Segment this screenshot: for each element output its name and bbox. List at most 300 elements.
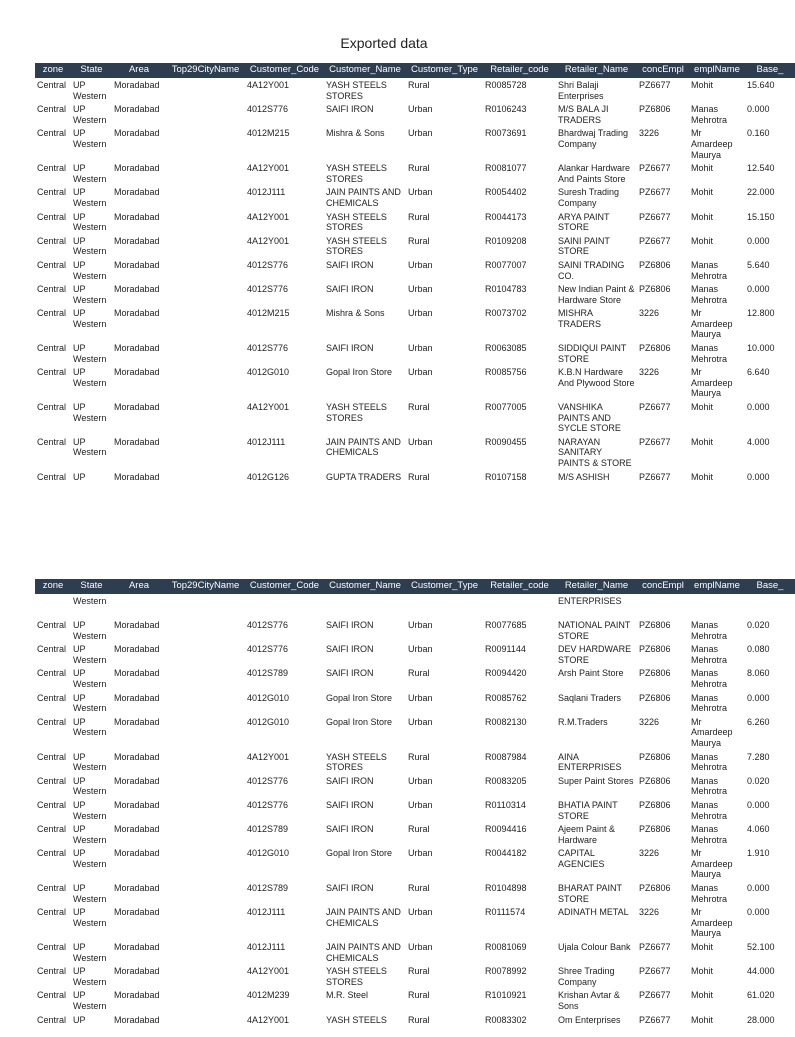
table-cell: UP Western — [73, 235, 107, 257]
table-cell — [166, 988, 245, 1012]
table-cell: Central — [37, 259, 67, 270]
table-cell: Urban — [408, 799, 433, 810]
table-row — [35, 940, 795, 964]
table-cell — [406, 594, 483, 618]
table-cell: Mr Amardeep Maurya — [691, 128, 733, 160]
table-cell — [166, 715, 245, 750]
table-cell: Mr Amardeep Maurya — [691, 848, 733, 880]
column-header: State — [71, 63, 112, 78]
table-cell: Central — [37, 692, 67, 703]
table-cell: SIDDIQUI PAINT STORE — [558, 343, 627, 364]
table-cell: UP Western — [73, 692, 107, 714]
table-cell — [166, 822, 245, 846]
table-cell: Urban — [408, 187, 433, 198]
table-cell: UP — [73, 1014, 86, 1025]
table-cell: Central — [37, 668, 67, 679]
table-body — [35, 594, 795, 1037]
table-cell: Gopal Iron Store — [326, 716, 393, 727]
table-cell: Moradabad — [114, 848, 160, 859]
table-cell: Moradabad — [114, 716, 160, 727]
table-cell: UP Western — [73, 775, 107, 797]
table-cell: 4A12Y001 — [247, 751, 290, 762]
table-cell: Central — [37, 80, 67, 90]
table-cell: SAIFI IRON — [326, 343, 374, 354]
column-header: Top29CityName — [166, 579, 245, 594]
table-cell: 4.060 — [747, 824, 770, 835]
column-header: emplName — [689, 579, 745, 594]
table-cell: R0077685 — [485, 620, 527, 630]
table-cell: R0085762 — [485, 692, 527, 703]
table-cell: UP Western — [73, 620, 107, 641]
table-cell: M.R. Steel — [326, 990, 369, 1001]
table-cell: M/S ASHISH — [558, 471, 610, 482]
table-cell: R0081069 — [485, 942, 527, 953]
table-cell: Moradabad — [114, 644, 160, 655]
table-cell: Western — [73, 596, 107, 606]
table-cell — [166, 234, 245, 258]
table-cell: Rural — [408, 163, 430, 174]
table-cell: UP Western — [73, 907, 107, 928]
table-cell: Urban — [408, 436, 433, 447]
table-cell: Moradabad — [114, 751, 160, 762]
table-cell: Moradabad — [114, 284, 160, 295]
table-cell: Rural — [408, 824, 430, 835]
column-header: State — [71, 579, 112, 594]
table-cell: 4012J111 — [247, 436, 286, 447]
table-cell: R0107158 — [485, 471, 527, 482]
table-cell: Urban — [408, 716, 433, 727]
table-cell: Moradabad — [114, 367, 160, 378]
table-cell: YASH STEELS STORES — [326, 402, 387, 423]
table-cell: 4012S776 — [247, 644, 289, 655]
table-cell — [166, 400, 245, 435]
table-cell: Moradabad — [114, 128, 160, 139]
table-cell: Manas Mehrotra — [691, 692, 728, 714]
table-cell: Manas Mehrotra — [691, 343, 728, 364]
table-cell: R0081077 — [485, 163, 527, 174]
table-cell: JAIN PAINTS AND CHEMICALS — [326, 907, 401, 928]
table-row — [35, 185, 795, 209]
table-cell: R0094420 — [485, 668, 527, 679]
column-header: Top29CityName — [166, 63, 245, 78]
column-header: Retailer_code — [483, 63, 556, 78]
table-cell: Moradabad — [114, 308, 160, 319]
table-cell: 3226 — [639, 848, 660, 859]
table-cell: Urban — [408, 692, 433, 703]
table-row — [35, 306, 795, 341]
table-cell: PZ6806 — [639, 751, 671, 762]
column-header: concEmpl — [637, 579, 689, 594]
table-cell: SAINI PAINT STORE — [558, 235, 610, 257]
table-cell — [324, 594, 406, 618]
table-cell: Central — [37, 284, 67, 295]
table-cell: Moradabad — [114, 883, 160, 894]
table-cell: PZ6806 — [639, 668, 671, 679]
table-cell: Saqlani Traders — [558, 692, 622, 703]
table-cell — [166, 774, 245, 798]
table-cell: Central — [37, 751, 67, 762]
column-header: Customer_Code — [245, 579, 324, 594]
table-cell: Mohit — [691, 966, 714, 977]
table-cell: R0077007 — [485, 259, 527, 270]
table-header-row — [35, 579, 795, 594]
table-cell: 7.280 — [747, 751, 770, 762]
table-cell: 0.000 — [747, 235, 770, 246]
table-cell: Mohit — [691, 436, 714, 447]
table-cell: PZ6677 — [639, 163, 671, 174]
table-cell: Mohit — [691, 402, 714, 413]
table-row — [35, 1013, 795, 1037]
table-cell: 3226 — [639, 716, 660, 727]
table-cell: Rural — [408, 883, 430, 894]
table-cell: 4012S776 — [247, 775, 289, 786]
table-cell: 4012S776 — [247, 343, 289, 354]
table-cell: 4A12Y001 — [247, 966, 290, 977]
table-cell: 0.000 — [747, 883, 770, 894]
table-cell: 4A12Y001 — [247, 80, 290, 90]
table-cell: Rural — [408, 990, 430, 1001]
table-cell — [112, 594, 166, 618]
table-cell: 0.000 — [747, 692, 770, 703]
table-cell: Suresh Trading Company — [558, 187, 620, 208]
table-cell — [166, 964, 245, 988]
table-cell: UP Western — [73, 367, 107, 388]
table-cell: GUPTA TRADERS — [326, 471, 402, 482]
table-cell: Gopal Iron Store — [326, 692, 393, 703]
table-cell: YASH STEELS STORES — [326, 211, 387, 233]
table-row — [35, 126, 795, 161]
table-row — [35, 341, 795, 365]
table-cell: YASH STEELS STORES — [326, 751, 387, 773]
table-cell: 3226 — [639, 308, 660, 319]
table-cell: 4012S776 — [247, 259, 289, 270]
table-cell: Central — [37, 211, 67, 222]
table-row — [35, 642, 795, 666]
table-cell: 28.000 — [747, 1014, 775, 1025]
table-cell: UP Western — [73, 284, 107, 305]
table-cell: 10.000 — [747, 343, 775, 354]
table-cell: R0044173 — [485, 211, 527, 222]
table-cell: UP Western — [73, 799, 107, 821]
table-cell — [166, 185, 245, 209]
table-cell: UP Western — [73, 644, 107, 665]
table-cell: R0083205 — [485, 775, 527, 786]
table-cell: UP Western — [73, 163, 107, 184]
table-cell: PZ6677 — [639, 402, 671, 413]
table-cell: SAIFI IRON — [326, 668, 374, 679]
table-row — [35, 78, 795, 102]
table-cell: Rural — [408, 471, 430, 482]
table-cell: Urban — [408, 942, 433, 953]
table-cell: UP Western — [73, 211, 107, 233]
table-cell: Ujala Colour Bank — [558, 942, 631, 953]
table-cell: Ajeem Paint & Hardware — [558, 824, 616, 845]
table-cell: Shri Balaji Enterprises — [558, 80, 604, 101]
table-cell: PZ6806 — [639, 824, 671, 835]
table-cell — [166, 470, 245, 494]
table-cell: 4012G010 — [247, 692, 290, 703]
table-cell: Mr Amardeep Maurya — [691, 308, 733, 340]
table-cell: VANSHIKA PAINTS AND SYCLE STORE — [558, 402, 621, 434]
table-cell — [166, 666, 245, 690]
table-cell: New Indian Paint & Hardware Store — [558, 284, 635, 305]
table-cell: Moradabad — [114, 163, 160, 174]
column-header: concEmpl — [637, 63, 689, 78]
table-cell: Central — [37, 883, 67, 894]
table-cell — [166, 881, 245, 905]
table-cell: SAIFI IRON — [326, 259, 374, 270]
table-cell: Central — [37, 716, 67, 727]
table-cell: Rural — [408, 80, 430, 90]
table-cell: 0.000 — [747, 104, 770, 115]
table-cell: Urban — [408, 308, 433, 319]
table-row — [35, 258, 795, 282]
table-cell: Mohit — [691, 1014, 714, 1025]
table-cell: UP Western — [73, 751, 107, 773]
table-cell: Central — [37, 775, 67, 786]
table-cell: Moradabad — [114, 990, 160, 1001]
table-cell: Mishra & Sons — [326, 308, 385, 319]
table-cell: 4012G010 — [247, 367, 290, 378]
table-cell — [245, 594, 324, 618]
data-table-page-2 — [35, 579, 795, 1037]
table-cell: 4012M215 — [247, 128, 290, 139]
table-cell: Manas Mehrotra — [691, 668, 728, 689]
table-cell: UP Western — [73, 848, 107, 869]
table-cell: R0077005 — [485, 402, 527, 413]
table-cell: DEV HARDWARE STORE — [558, 644, 632, 665]
table-cell: YASH STEELS STORES — [326, 80, 387, 101]
table-cell — [166, 282, 245, 306]
table-cell: 0.000 — [747, 284, 770, 295]
column-header: Customer_Type — [406, 579, 483, 594]
table-cell: 3226 — [639, 907, 660, 918]
column-header: Customer_Type — [406, 63, 483, 78]
table-cell: Krishan Avtar & Sons — [558, 990, 620, 1011]
table-cell: PZ6677 — [639, 966, 671, 977]
table-cell: 0.000 — [747, 402, 770, 413]
table-cell: SAIFI IRON — [326, 775, 374, 786]
table-cell: UP Western — [73, 104, 107, 125]
table-cell: Manas Mehrotra — [691, 824, 728, 845]
table-cell: 0.020 — [747, 775, 770, 786]
table-cell: Central — [37, 308, 67, 319]
table-cell: Urban — [408, 284, 433, 295]
table-cell: 4012J111 — [247, 187, 286, 198]
table-cell: UP Western — [73, 990, 107, 1011]
table-cell: 5.640 — [747, 259, 770, 270]
table-cell: Moradabad — [114, 104, 160, 115]
table-cell: UP Western — [73, 128, 107, 149]
table-cell — [166, 102, 245, 126]
table-cell: 4012J111 — [247, 942, 286, 953]
table-cell: Moradabad — [114, 942, 160, 953]
table-cell: R0073702 — [485, 308, 527, 319]
table-row — [35, 691, 795, 715]
table-cell — [166, 618, 245, 642]
table-cell: 4012S776 — [247, 620, 289, 630]
table-cell: Urban — [408, 644, 433, 655]
table-cell: Moradabad — [114, 620, 160, 630]
table-cell: Mohit — [691, 471, 714, 482]
table-cell — [166, 940, 245, 964]
table-cell: Rural — [408, 211, 430, 222]
table-cell: Mr Amardeep Maurya — [691, 716, 733, 748]
table-cell: R0094416 — [485, 824, 527, 835]
table-cell: UP Western — [73, 343, 107, 364]
table-cell: 4012G126 — [247, 471, 290, 482]
table-cell: Moradabad — [114, 907, 160, 918]
table-cell: R0104783 — [485, 284, 527, 295]
column-header: Customer_Name — [324, 579, 406, 594]
table-cell: 4012G010 — [247, 716, 290, 727]
table-cell: 44.000 — [747, 966, 775, 977]
table-cell: SAIFI IRON — [326, 104, 374, 115]
table-cell: Urban — [408, 848, 433, 859]
table-cell: Central — [37, 1014, 67, 1025]
table-cell: Moradabad — [114, 187, 160, 198]
table-cell: Mishra & Sons — [326, 128, 385, 139]
table-cell: Central — [37, 620, 67, 630]
table-cell: JAIN PAINTS AND CHEMICALS — [326, 187, 401, 208]
table-cell: 4A12Y001 — [247, 163, 290, 174]
table-cell: R0085756 — [485, 367, 527, 378]
table-cell: CAPITAL AGENCIES — [558, 848, 605, 869]
table-cell: Central — [37, 235, 67, 246]
column-header: Base_ — [745, 579, 795, 594]
table-cell: 6.260 — [747, 716, 770, 727]
table-cell: Moradabad — [114, 775, 160, 786]
table-cell: SAIFI IRON — [326, 799, 374, 810]
table-cell: NARAYAN SANITARY PAINTS & STORE — [558, 436, 632, 468]
table-cell: Urban — [408, 907, 433, 918]
table-cell: R0078992 — [485, 966, 527, 977]
table-cell: 4012S789 — [247, 883, 289, 894]
column-header: Area — [112, 63, 166, 78]
table-row — [35, 822, 795, 846]
table-cell: Moradabad — [114, 471, 160, 482]
table-row — [35, 282, 795, 306]
table-cell: 61.020 — [747, 990, 775, 1001]
table-cell: Central — [37, 187, 67, 198]
table-cell: Central — [37, 990, 67, 1001]
table-cell: 4012M215 — [247, 308, 290, 319]
table-cell: 1.910 — [747, 848, 770, 859]
table-cell: Bhardwaj Trading Company — [558, 128, 629, 149]
table-cell: YASH STEELS STORES — [326, 966, 387, 987]
table-cell: Rural — [408, 402, 430, 413]
table-row — [35, 881, 795, 905]
table-cell: SAIFI IRON — [326, 620, 374, 630]
table-cell: R0063085 — [485, 343, 527, 354]
column-header: zone — [35, 63, 71, 78]
table-cell: R0073691 — [485, 128, 527, 139]
table-cell: Central — [37, 942, 67, 953]
table-cell: PZ6806 — [639, 692, 671, 703]
table-cell: R.M.Traders — [558, 716, 608, 727]
table-cell: Mohit — [691, 163, 714, 174]
table-cell: 0.000 — [747, 799, 770, 810]
table-cell: Manas Mehrotra — [691, 644, 728, 665]
table-cell: AINA ENTERPRISES — [558, 751, 622, 773]
table-cell: PZ6806 — [639, 644, 671, 655]
table-cell: 15.150 — [747, 211, 775, 222]
table-cell: 4A12Y001 — [247, 402, 290, 413]
table-cell: Manas Mehrotra — [691, 799, 728, 821]
table-cell: Urban — [408, 128, 433, 139]
table-cell: R0111574 — [485, 907, 526, 918]
table-cell: PZ6806 — [639, 259, 671, 270]
table-row — [35, 715, 795, 750]
page-title: Exported data — [340, 35, 428, 51]
column-header: zone — [35, 579, 71, 594]
table-cell: R0090455 — [485, 436, 527, 447]
table-cell: Rural — [408, 668, 430, 679]
table-cell — [166, 258, 245, 282]
column-header: emplName — [689, 63, 745, 78]
table-cell: Manas Mehrotra — [691, 620, 728, 641]
table-cell: PZ6677 — [639, 990, 671, 1001]
table-cell: R0082130 — [485, 716, 527, 727]
table-cell: Super Paint Stores — [558, 775, 634, 786]
table-cell: Moradabad — [114, 402, 160, 413]
table-cell: Moradabad — [114, 824, 160, 835]
table-cell — [166, 126, 245, 161]
table-cell: JAIN PAINTS AND CHEMICALS — [326, 436, 401, 458]
table-row — [35, 666, 795, 690]
table-row — [35, 988, 795, 1012]
table-cell: 4012S789 — [247, 824, 289, 835]
table-cell: YASH STEELS — [326, 1014, 387, 1025]
table-header-row — [35, 63, 795, 78]
table-cell — [166, 750, 245, 774]
table-cell: Moradabad — [114, 692, 160, 703]
table-cell: Moradabad — [114, 668, 160, 679]
table-cell: R0091144 — [485, 644, 526, 655]
table-cell: Om Enterprises — [558, 1014, 621, 1025]
table-cell — [166, 78, 245, 102]
table-cell: R0104898 — [485, 883, 527, 894]
table-cell: R1010921 — [485, 990, 527, 1001]
column-header: Customer_Code — [245, 63, 324, 78]
column-header: Area — [112, 579, 166, 594]
table-cell — [166, 365, 245, 400]
table-cell: Mohit — [691, 235, 714, 246]
table-cell — [166, 798, 245, 822]
table-cell: Moradabad — [114, 80, 160, 90]
table-cell: YASH STEELS STORES — [326, 163, 387, 184]
table-cell: Mohit — [691, 187, 714, 198]
table-cell: Central — [37, 799, 67, 810]
table-cell: UP Western — [73, 402, 107, 423]
table-cell: Mohit — [691, 942, 714, 953]
table-cell: BHATIA PAINT STORE — [558, 799, 618, 821]
table-cell: Central — [37, 163, 67, 174]
table-cell: Arsh Paint Store — [558, 668, 624, 679]
table-cell: JAIN PAINTS AND CHEMICALS — [326, 942, 401, 963]
table-cell: Mr Amardeep Maurya — [691, 367, 733, 399]
table-cell — [35, 594, 71, 618]
table-cell: Mohit — [691, 80, 714, 90]
table-cell: 0.020 — [747, 620, 770, 630]
table-cell: R0110314 — [485, 799, 526, 810]
column-header: Customer_Name — [324, 63, 406, 78]
table-cell: Urban — [408, 343, 433, 354]
column-header: Retailer_code — [483, 579, 556, 594]
table-row — [35, 750, 795, 774]
table-cell: SAINI TRADING CO. — [558, 259, 625, 281]
table-cell: UP Western — [73, 436, 107, 458]
